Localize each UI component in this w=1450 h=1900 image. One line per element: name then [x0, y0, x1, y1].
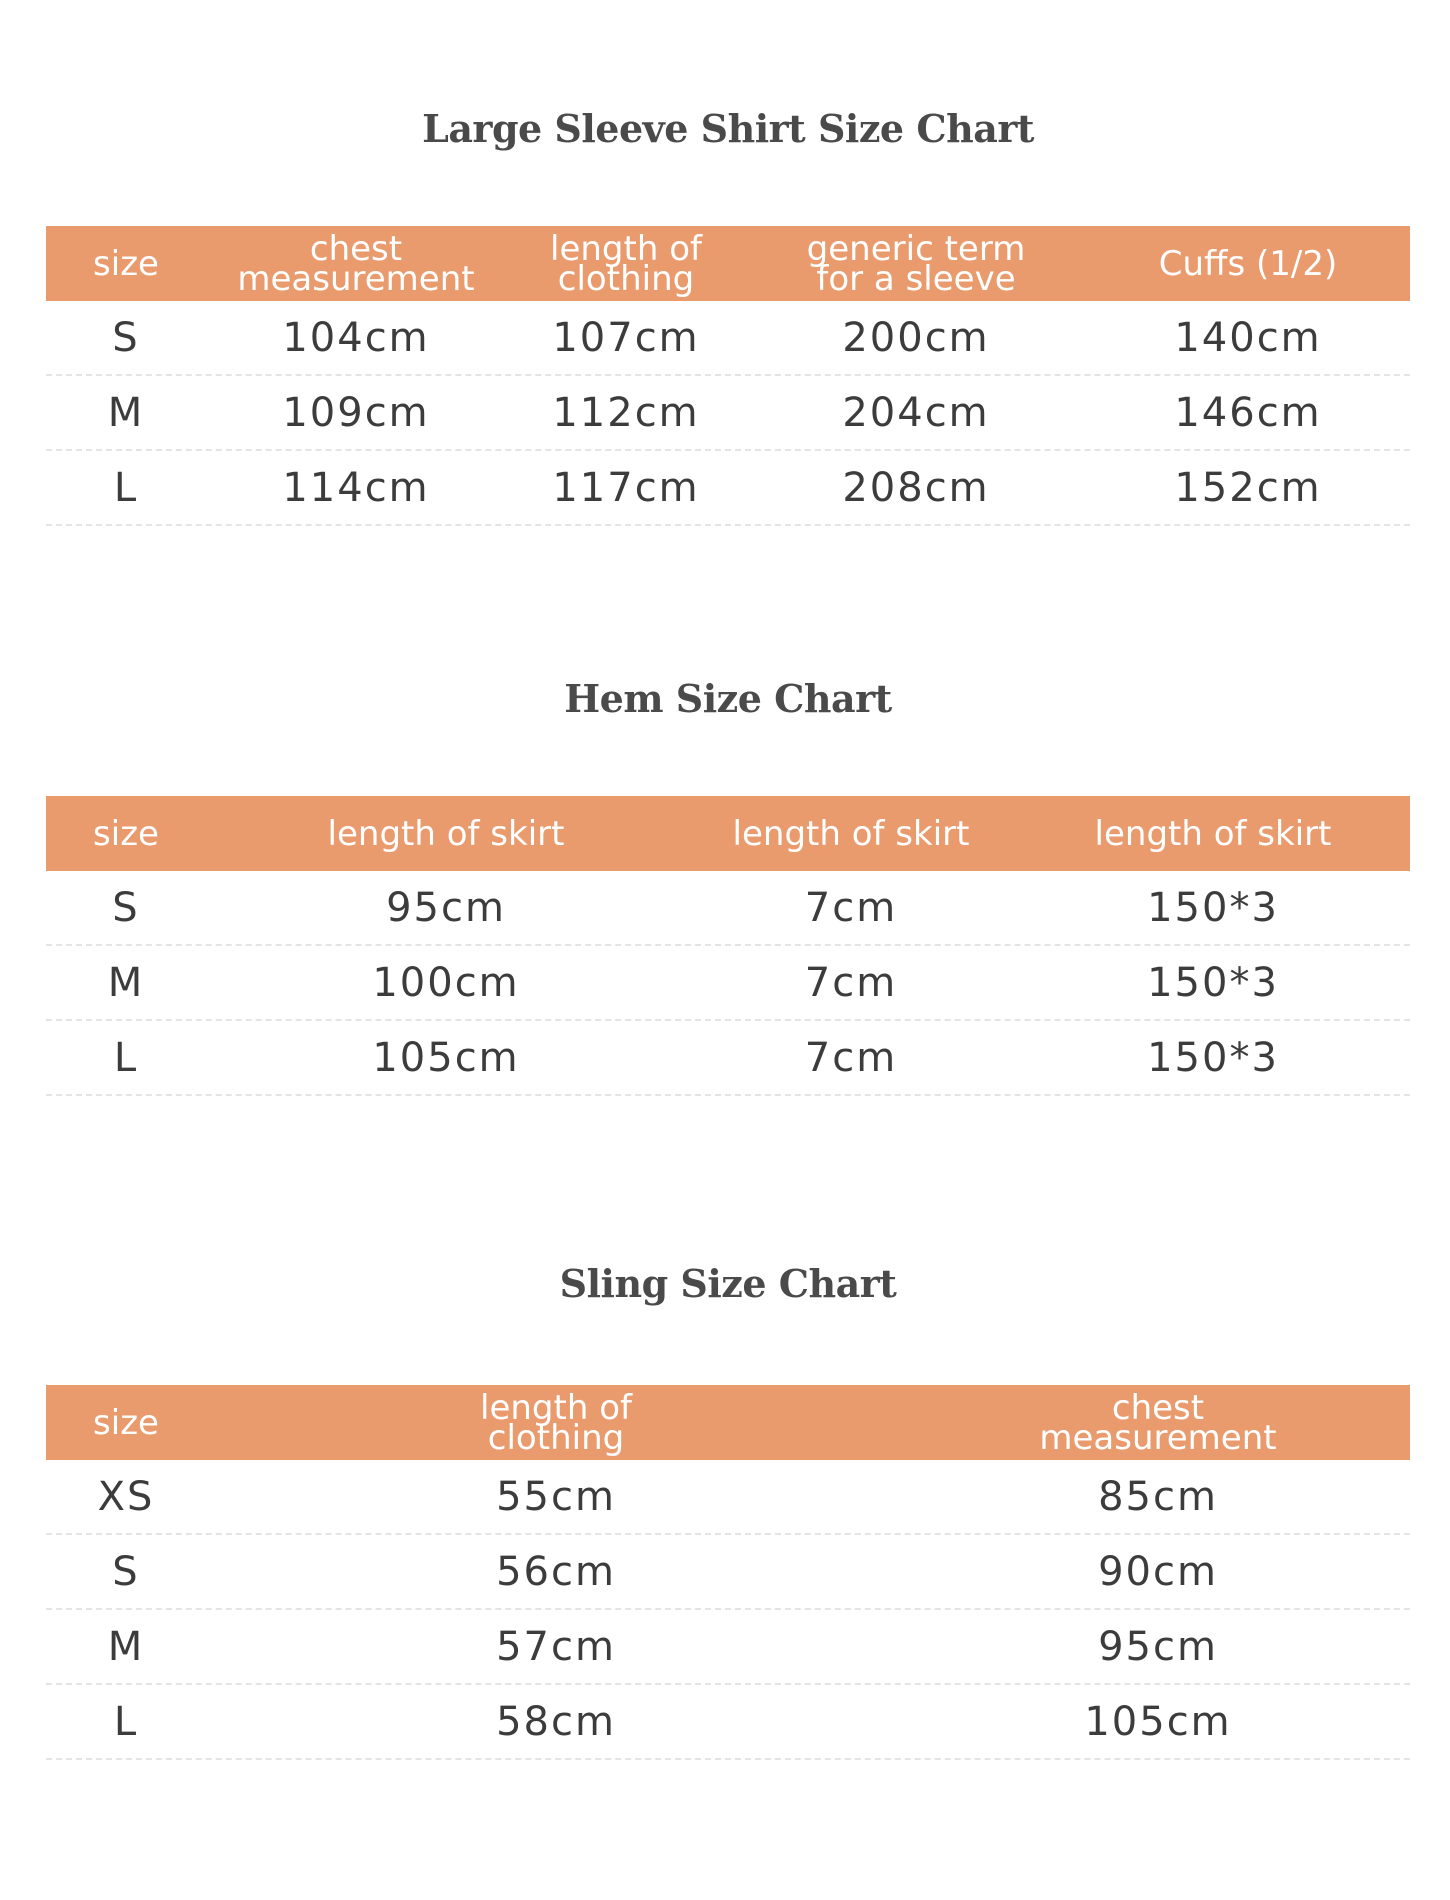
- table-header: [46, 1385, 1410, 1460]
- table-cell: 95cm: [386, 884, 506, 931]
- table-row: [46, 301, 1410, 376]
- table-cell: 150*3: [1147, 884, 1279, 931]
- table-cell: 204cm: [842, 389, 990, 436]
- table-cell: 95cm: [1098, 1623, 1218, 1670]
- table-cell: L: [113, 1034, 139, 1081]
- header-cell-skirt-length: length of skirt: [732, 813, 970, 854]
- large-sleeve-shirt-table: [46, 226, 1410, 526]
- table-cell: 7cm: [804, 959, 898, 1006]
- header-cell-chest: chest measurement: [237, 228, 475, 299]
- header-cell-cuffs: Cuffs (1/2): [1158, 243, 1338, 284]
- table-cell: 114cm: [282, 464, 430, 511]
- hem-table: [46, 796, 1410, 1096]
- table-cell: 105cm: [1084, 1698, 1232, 1745]
- header-cell-chest: chest measurement: [1039, 1387, 1277, 1458]
- table-cell: 7cm: [804, 884, 898, 931]
- table-row: [46, 376, 1410, 451]
- table-cell: 57cm: [496, 1623, 616, 1670]
- section-title: Sling Size Chart: [559, 1261, 897, 1306]
- table-cell: 117cm: [552, 464, 700, 511]
- table-cell: 140cm: [1174, 314, 1322, 361]
- table-cell: 85cm: [1098, 1473, 1218, 1520]
- table-cell: 100cm: [372, 959, 520, 1006]
- table-row: [46, 871, 1410, 946]
- header-cell-size: size: [93, 813, 159, 854]
- table-cell: 150*3: [1147, 959, 1279, 1006]
- header-cell-skirt-length: length of skirt: [1094, 813, 1332, 854]
- header-cell-skirt-length: length of skirt: [327, 813, 565, 854]
- table-cell: 58cm: [496, 1698, 616, 1745]
- header-cell-size: size: [93, 243, 159, 284]
- table-cell: M: [107, 959, 145, 1006]
- table-row: [46, 946, 1410, 1021]
- table-cell: 90cm: [1098, 1548, 1218, 1595]
- table-cell: 208cm: [842, 464, 990, 511]
- section-title: Hem Size Chart: [564, 676, 892, 721]
- table-cell: L: [113, 1698, 139, 1745]
- table-cell: 104cm: [282, 314, 430, 361]
- table-cell: 7cm: [804, 1034, 898, 1081]
- table-header: [46, 796, 1410, 871]
- table-cell: XS: [97, 1473, 155, 1520]
- table-cell: 109cm: [282, 389, 430, 436]
- table-cell: L: [113, 464, 139, 511]
- table-cell: 107cm: [552, 314, 700, 361]
- header-cell-sleeve: generic term for a sleeve: [806, 228, 1026, 299]
- table-header: [46, 226, 1410, 301]
- table-cell: M: [107, 389, 145, 436]
- table-cell: S: [112, 1548, 140, 1595]
- table-cell: 112cm: [552, 389, 700, 436]
- header-cell-length: length of clothing: [550, 228, 702, 299]
- table-cell: S: [112, 314, 140, 361]
- table-cell: S: [112, 884, 140, 931]
- table-cell: 146cm: [1174, 389, 1322, 436]
- section-title: Large Sleeve Shirt Size Chart: [422, 106, 1034, 151]
- table-row: [46, 1535, 1410, 1610]
- table-row: [46, 1460, 1410, 1535]
- table-row: [46, 1685, 1410, 1760]
- sling-table: [46, 1385, 1410, 1760]
- table-cell: 152cm: [1174, 464, 1322, 511]
- table-cell: 55cm: [496, 1473, 616, 1520]
- table-cell: 200cm: [842, 314, 990, 361]
- table-row: [46, 451, 1410, 526]
- table-cell: 105cm: [372, 1034, 520, 1081]
- table-row: [46, 1610, 1410, 1685]
- header-cell-size: size: [93, 1402, 159, 1443]
- table-cell: 150*3: [1147, 1034, 1279, 1081]
- header-cell-length: length of clothing: [480, 1387, 632, 1458]
- table-cell: M: [107, 1623, 145, 1670]
- table-cell: 56cm: [496, 1548, 616, 1595]
- table-row: [46, 1021, 1410, 1096]
